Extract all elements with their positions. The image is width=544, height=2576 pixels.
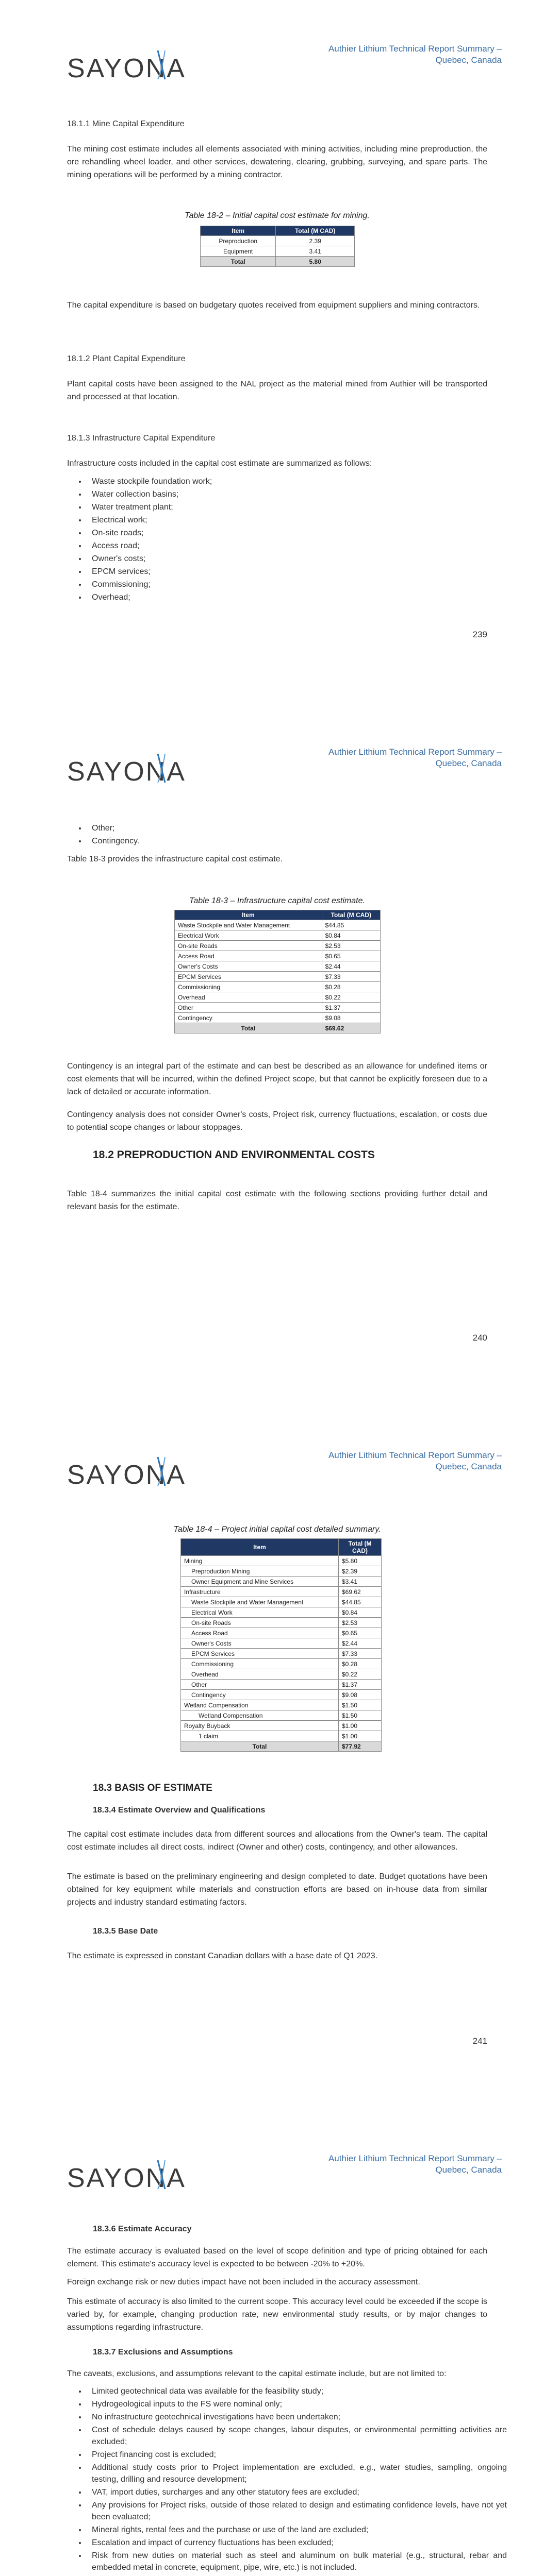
paragraph: The mining cost estimate includes all elements associated with mining activities, including mine preproduction, the ore rehandling wheel loader, and other services, dewatering, clearing, grubbing, surveying, and spare parts. The mining operations will be performed by a mining contractor.	[67, 145, 487, 179]
header-line1: Authier Lithium Technical Report Summary –	[328, 2154, 502, 2163]
table-cell: $69.62	[322, 1023, 380, 1033]
list-item: • Project financing cost is excluded;	[87, 2449, 507, 2461]
paragraph: The estimate is expressed in constant Canadian dollars with a base date of Q1 2023.	[67, 1952, 378, 1960]
table-cell: Waste Stockpile and Water Management	[181, 1597, 339, 1607]
table-cell: EPCM Services	[181, 1649, 339, 1659]
header-line1: Authier Lithium Technical Report Summary –	[328, 1450, 502, 1460]
table-cell: Mining	[181, 1556, 339, 1566]
table-header-cell: Total (M CAD)	[276, 226, 355, 236]
header-line2: Quebec, Canada	[435, 758, 502, 768]
table-cell: $69.62	[339, 1587, 382, 1597]
list-item: • Access road;	[87, 539, 507, 552]
page-number: 239	[472, 630, 487, 639]
table-row	[181, 1597, 382, 1607]
table-cell: $0.65	[339, 1628, 382, 1638]
page-number: 241	[472, 2036, 487, 2046]
list-item: • Mineral rights, rental fees and the purchase or use of the land are excluded;	[87, 2524, 507, 2536]
paragraph: Contingency is an integral part of the estimate and can best be described as an allowance for undefined items or cost elements that will be incurred, within the defined Project scope, but that cannot be explicitly foreseen due to a lack of detailed or accurate information.	[67, 1062, 487, 1096]
header-line1: Authier Lithium Technical Report Summary –	[328, 747, 502, 757]
page-number: 240	[472, 1333, 487, 1343]
sayona-logo	[67, 1454, 186, 1495]
table-row	[175, 920, 381, 930]
table-cell: $7.33	[339, 1649, 382, 1659]
table-cell: Total	[181, 1741, 339, 1752]
paragraph: The caveats, exclusions, and assumptions relevant to the capital estimate include, but are not limited to:	[67, 2369, 447, 2378]
header	[328, 43, 502, 66]
header	[328, 1450, 502, 1472]
table-cell: $1.00	[339, 1731, 382, 1741]
table-header-cell: Total (M CAD)	[339, 1539, 382, 1556]
header-line2: Quebec, Canada	[435, 1462, 502, 1471]
table-cell: Infrastructure	[181, 1587, 339, 1597]
table-cell: $2.39	[339, 1566, 382, 1577]
sayona-logo	[67, 47, 186, 89]
header-line1: Authier Lithium Technical Report Summary –	[328, 44, 502, 54]
table-cell: 5.80	[276, 257, 355, 267]
table-row	[181, 1659, 382, 1669]
table-row	[181, 1618, 382, 1628]
table-row	[181, 1680, 382, 1690]
table-cell: Preproduction Mining	[181, 1566, 339, 1577]
table-row	[175, 1003, 381, 1013]
table-cell: Equipment	[201, 246, 276, 257]
table-cell: Electrical Work	[175, 930, 322, 941]
table-cell: $1.37	[339, 1680, 382, 1690]
table-cell: Owner Equipment and Mine Services	[181, 1577, 339, 1587]
table-cell: $44.85	[322, 920, 380, 930]
section-title: 18.3.4 Estimate Overview and Qualifications	[93, 1806, 266, 1815]
list-item: • No infrastructure geotechnical investigations have been undertaken;	[87, 2411, 507, 2423]
table-cell: $3.41	[339, 1577, 382, 1587]
table-cell: $0.28	[339, 1659, 382, 1669]
table-cell: $0.22	[339, 1669, 382, 1680]
table-cell: Overhead	[175, 992, 322, 1003]
table-cell: Preproduction	[201, 236, 276, 246]
section-title: 18.1.1 Mine Capital Expenditure	[67, 120, 185, 128]
list-item: • Other;	[87, 822, 507, 835]
table-cell: $0.65	[322, 951, 380, 961]
table-cell: $7.33	[322, 972, 380, 982]
table-cell: $2.44	[322, 961, 380, 972]
table-row	[175, 1013, 381, 1023]
table-cell: Owner's Costs	[175, 961, 322, 972]
sayona-logo	[67, 2157, 186, 2198]
table-row	[175, 972, 381, 982]
table-header-cell: Item	[181, 1539, 339, 1556]
table-cell: Other	[181, 1680, 339, 1690]
bullet-list	[67, 2385, 507, 2574]
list-item: • Waste stockpile foundation work;	[87, 475, 507, 488]
paragraph: Table 18-4 summarizes the initial capital cost estimate with the following sections providing further detail and relevant basis for the estimate.	[67, 1190, 487, 1211]
table-row	[181, 1690, 382, 1700]
table-row	[201, 246, 355, 257]
section-heading: 18.3 BASIS OF ESTIMATE	[93, 1783, 212, 1793]
header-line2: Quebec, Canada	[435, 2165, 502, 2175]
table-cell: Access Road	[181, 1628, 339, 1638]
table-cell: Total	[175, 1023, 322, 1033]
table-cell: Waste Stockpile and Water Management	[175, 920, 322, 930]
list-item: • Electrical work;	[87, 514, 507, 527]
table-cell: $5.80	[339, 1556, 382, 1566]
table-cell: $9.08	[322, 1013, 380, 1023]
list-item: • Risk from new duties on material such as steel and aluminum on bulk material (e.g., structural, rebar and embedded metal in concrete, equipment, pipe, wire, etc.) is not included.	[87, 2550, 507, 2573]
section-title: 18.1.3 Infrastructure Capital Expenditure	[67, 434, 216, 443]
table-cell: $2.53	[339, 1618, 382, 1628]
table-cell: Other	[175, 1003, 322, 1013]
list-item: • Limited geotechnical data was available for the feasibility study;	[87, 2385, 507, 2397]
list-item: • Commissioning;	[87, 578, 507, 591]
bullet-list	[67, 822, 507, 848]
paragraph: Infrastructure costs included in the capital cost estimate are summarized as follows:	[67, 459, 372, 468]
table-cell: Commissioning	[175, 982, 322, 992]
table-header-cell: Item	[175, 910, 322, 920]
table-header-cell: Item	[201, 226, 276, 236]
sayona-logo	[67, 751, 186, 792]
table-cell: $2.53	[322, 941, 380, 951]
mining-cost-table	[200, 226, 355, 267]
section-title: 18.3.5 Base Date	[93, 1927, 158, 1936]
table-cell: $0.28	[322, 982, 380, 992]
header	[328, 747, 502, 769]
table-row	[181, 1700, 382, 1710]
table-cell: On-site Roads	[181, 1618, 339, 1628]
list-item: • Hydrogeological inputs to the FS were nominal only;	[87, 2398, 507, 2410]
list-item: • Cost of schedule delays caused by scope changes, labour disputes, or environmental permitting activities are excluded;	[87, 2424, 507, 2448]
list-item: • EPCM services;	[87, 565, 507, 578]
table-row	[175, 941, 381, 951]
table-caption: Table 18-3 – Infrastructure capital cost estimate.	[189, 896, 365, 905]
table-row	[181, 1731, 382, 1741]
table-total-row	[201, 257, 355, 267]
table-cell: 1 claim	[181, 1731, 339, 1741]
list-item: • Additional study costs prior to Project implementation are excluded, e.g., water studies, sampling, ongoing testing, drilling and resource development;	[87, 2462, 507, 2485]
table-row	[181, 1710, 382, 1721]
table-cell: Electrical Work	[181, 1607, 339, 1618]
table-cell: $0.22	[322, 992, 380, 1003]
paragraph: The estimate accuracy is evaluated based on the level of scope definition and type of pricing obtained for each element. This estimate's accuracy level is expected to be between -20% to +20%.	[67, 2247, 487, 2268]
table-row	[181, 1587, 382, 1597]
paragraph: The capital expenditure is based on budgetary quotes received from equipment suppliers and mining contractors.	[67, 301, 480, 310]
table-row	[175, 961, 381, 972]
table-cell: Total	[201, 257, 276, 267]
table-row	[201, 236, 355, 246]
table-total-row	[175, 1023, 381, 1033]
table-cell: Wetland Compensation	[181, 1700, 339, 1710]
table-row	[181, 1638, 382, 1649]
table-cell: EPCM Services	[175, 972, 322, 982]
section-title: 18.1.2 Plant Capital Expenditure	[67, 354, 186, 363]
list-item: • On-site roads;	[87, 527, 507, 539]
detailed-cost-table	[180, 1538, 382, 1752]
header	[328, 2153, 502, 2176]
table-cell: Overhead	[181, 1669, 339, 1680]
header-line2: Quebec, Canada	[435, 55, 502, 65]
page-239	[0, 0, 544, 703]
table-cell: $0.84	[339, 1607, 382, 1618]
page-240	[0, 703, 544, 1406]
table-caption: Table 18-4 – Project initial capital cost detailed summary.	[173, 1525, 381, 1534]
table-row	[181, 1556, 382, 1566]
table-cell: On-site Roads	[175, 941, 322, 951]
list-item: • Owner's costs;	[87, 552, 507, 565]
table-row	[181, 1649, 382, 1659]
table-row	[181, 1607, 382, 1618]
list-item: • Escalation and impact of currency fluctuations has been excluded;	[87, 2537, 507, 2549]
table-cell: Access Road	[175, 951, 322, 961]
table-row	[175, 992, 381, 1003]
table-cell: Royalty Buyback	[181, 1721, 339, 1731]
section-heading: 18.2 PREPRODUCTION AND ENVIRONMENTAL COSTS	[93, 1149, 375, 1161]
page-242	[0, 2110, 544, 2576]
paragraph: Foreign exchange risk or new duties impact have not been included in the accuracy assessment.	[67, 2278, 420, 2286]
list-item: • VAT, import duties, surcharges and any other statutory fees are excluded;	[87, 2486, 507, 2498]
table-row	[175, 951, 381, 961]
table-caption: Table 18-2 – Initial capital cost estimate for mining.	[185, 211, 370, 220]
table-header-cell: Total (M CAD)	[322, 910, 380, 920]
logo-text: SAYONA	[67, 757, 186, 787]
table-cell: $77.92	[339, 1741, 382, 1752]
logo-text: SAYONA	[67, 1460, 186, 1490]
infrastructure-cost-table	[174, 910, 381, 1033]
table-row	[181, 1566, 382, 1577]
bullet-list	[67, 475, 507, 604]
table-cell: $9.08	[339, 1690, 382, 1700]
logo-text: SAYONA	[67, 2163, 186, 2193]
table-cell: $1.50	[339, 1710, 382, 1721]
table-row	[181, 1577, 382, 1587]
list-item: • Water treatment plant;	[87, 501, 507, 514]
table-cell: Wetland Compensation	[181, 1710, 339, 1721]
table-cell: Contingency	[175, 1013, 322, 1023]
table-cell: 3.41	[276, 246, 355, 257]
table-cell: Owner's Costs	[181, 1638, 339, 1649]
list-item: • Overhead;	[87, 591, 507, 604]
table-cell: Commissioning	[181, 1659, 339, 1669]
table-cell: $2.44	[339, 1638, 382, 1649]
table-cell: $1.37	[322, 1003, 380, 1013]
table-cell: Contingency	[181, 1690, 339, 1700]
table-cell: $0.84	[322, 930, 380, 941]
paragraph: The estimate is based on the preliminary engineering and design completed to date. Budget quotations have been obtained for key equipment while materials and construction efforts are based on in-house data from similar projects and industry standard estimating factors.	[67, 1872, 487, 1907]
paragraph: This estimate of accuracy is also limited to the current scope. This accuracy level could be exceeded if the scope is varied by, for example, changing production rate, new environmental study results, or by major changes to assumptions regarding infrastructure.	[67, 2297, 487, 2332]
table-row	[181, 1721, 382, 1731]
table-row	[175, 930, 381, 941]
list-item: • Water collection basins;	[87, 488, 507, 501]
table-total-row	[181, 1741, 382, 1752]
section-title: 18.3.7 Exclusions and Assumptions	[93, 2348, 233, 2357]
table-cell: 2.39	[276, 236, 355, 246]
paragraph: Plant capital costs have been assigned to the NAL project as the material mined from Authier will be transported and processed at that location.	[67, 380, 487, 401]
section-title: 18.3.6 Estimate Accuracy	[93, 2225, 192, 2233]
table-row	[181, 1669, 382, 1680]
table-row	[181, 1628, 382, 1638]
logo-text: SAYONA	[67, 54, 186, 83]
table-cell: $44.85	[339, 1597, 382, 1607]
table-cell: $1.00	[339, 1721, 382, 1731]
list-item: • Any provisions for Project risks, outside of those related to design and estimating confidence levels, have not yet been evaluated;	[87, 2499, 507, 2523]
paragraph: Table 18-3 provides the infrastructure capital cost estimate.	[67, 855, 283, 863]
paragraph: Contingency analysis does not consider Owner's costs, Project risk, currency fluctuations, escalation, or costs due to potential scope changes or labour stoppages.	[67, 1110, 487, 1132]
table-cell: $1.50	[339, 1700, 382, 1710]
paragraph: The capital cost estimate includes data from different sources and allocations from the Owner's team. The capital cost estimate includes all direct costs, indirect (Owner and other) costs, contingency, and other allowances.	[67, 1830, 487, 1852]
page-241	[0, 1406, 544, 2110]
list-item: • Contingency.	[87, 835, 507, 848]
table-row	[175, 982, 381, 992]
